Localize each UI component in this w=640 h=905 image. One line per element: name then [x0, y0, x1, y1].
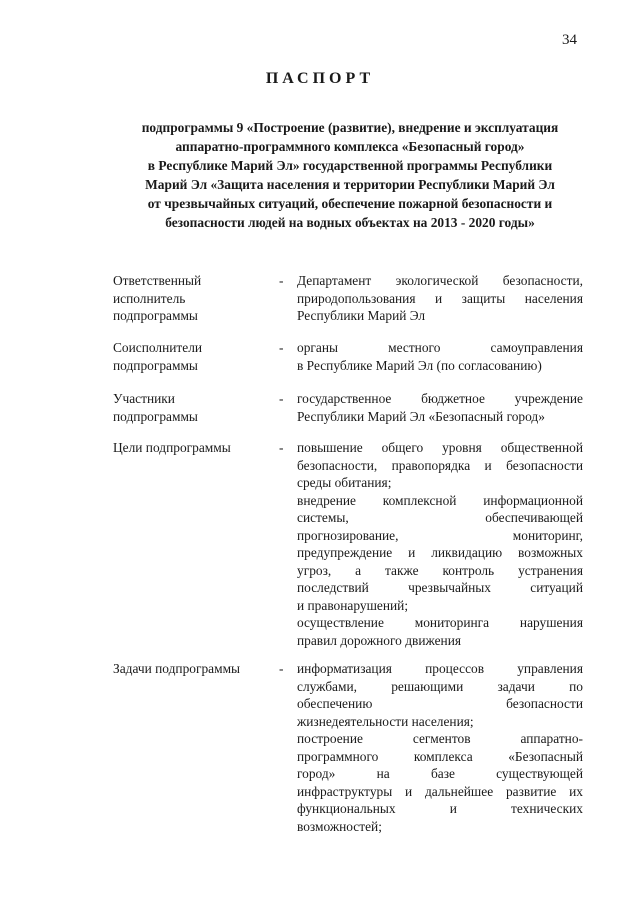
row-content-line: природопользования и защиты населения [297, 290, 583, 306]
row-dash: - [279, 273, 284, 288]
row-content-line: осуществление мониторинга нарушения [297, 615, 583, 630]
row-content-line: угроз, а также контроль устранения [297, 562, 583, 578]
row-content-line: Департамент экологической безопасности, [297, 273, 583, 288]
row-content-line: программного комплекса «Безопасный [297, 748, 583, 764]
subtitle-line: подпрограммы 9 «Построение (развитие), внедрение и эксплуатация [141, 120, 559, 135]
row-content [297, 272, 583, 325]
row-label-line: подпрограммы [113, 408, 198, 424]
row-content-line: построение сегментов аппаратно- [297, 731, 583, 746]
row-content-line: возможностей; [297, 818, 382, 834]
row-content-line: в Республике Марий Эл (по согласованию) [297, 357, 542, 373]
row-content-line: функциональных и технических [297, 801, 583, 816]
row-dash: - [279, 440, 284, 455]
row-content [297, 390, 583, 425]
row-content-line: системы, обеспечивающей [297, 510, 583, 525]
subtitle-line: в Республике Марий Эл» государственной программы Республики [147, 158, 553, 173]
subtitle-line: Марий Эл «Защита населения и территории Республики Марий Эл [145, 177, 555, 192]
row-content-line: Республики Марий Эл «Безопасный город» [297, 408, 545, 424]
row-label-line: Ответственный [113, 273, 202, 288]
row-label-line: исполнитель [113, 290, 186, 306]
row-content-line: город» на базе существующей [297, 766, 583, 781]
row-label-line: Цели подпрограммы [113, 440, 231, 455]
row-content-line: инфраструктуры и дальнейшее развитие их [297, 783, 583, 799]
row-content-line: последствий чрезвычайных ситуаций [297, 580, 583, 595]
row-label [113, 439, 278, 457]
row-content-line: правил дорожного движения [297, 632, 462, 648]
row-label-line: подпрограммы [113, 308, 198, 323]
row-content-line: среды обитания; [297, 475, 392, 490]
row-label-line: Задачи подпрограммы [113, 661, 241, 676]
row-label-line: Соисполнители [113, 340, 203, 355]
page-number: 34 [562, 32, 577, 48]
row-label [113, 660, 278, 678]
row-dash: - [279, 340, 284, 355]
row-content-line: жизнедеятельности населения; [297, 713, 474, 729]
document-subtitle [100, 118, 600, 232]
row-label [113, 390, 278, 425]
row-label [113, 272, 278, 325]
row-content [297, 339, 583, 374]
subtitle-line: аппаратно-программного комплекса «Безопасный город» [175, 139, 525, 154]
row-content-line: безопасности, правопорядка и безопасности [297, 457, 583, 473]
subtitle-line: безопасности людей на водных объектах на 2013 - 2020 годы» [165, 215, 535, 230]
document-title: ПАСПОРТ [265, 70, 375, 87]
row-content-line: службами, решающими задачи по [297, 678, 583, 694]
row-content-line: прогнозирование, мониторинг, [297, 527, 583, 543]
row-content [297, 439, 583, 649]
row-content [297, 660, 583, 835]
row-dash: - [279, 661, 284, 676]
row-content-line: Республики Марий Эл [297, 308, 426, 323]
row-dash: - [279, 391, 284, 406]
row-content-line: и правонарушений; [297, 597, 409, 613]
row-content-line: обеспечению безопасности [297, 696, 583, 711]
row-label-line: Участники [113, 391, 175, 406]
row-content-line: органы местного самоуправления [297, 340, 583, 355]
subtitle-line: от чрезвычайных ситуаций, обеспечение пожарной безопасности и [147, 196, 553, 211]
row-content-line: внедрение комплексной информационной [297, 492, 583, 508]
row-content-line: предупреждение и ликвидацию возможных [297, 545, 583, 560]
row-content-line: повышение общего уровня общественной [297, 440, 583, 455]
row-content-line: информатизация процессов управления [297, 661, 583, 676]
row-content-line: государственное бюджетное учреждение [297, 391, 583, 406]
row-label-line: подпрограммы [113, 357, 198, 373]
row-label [113, 339, 278, 374]
